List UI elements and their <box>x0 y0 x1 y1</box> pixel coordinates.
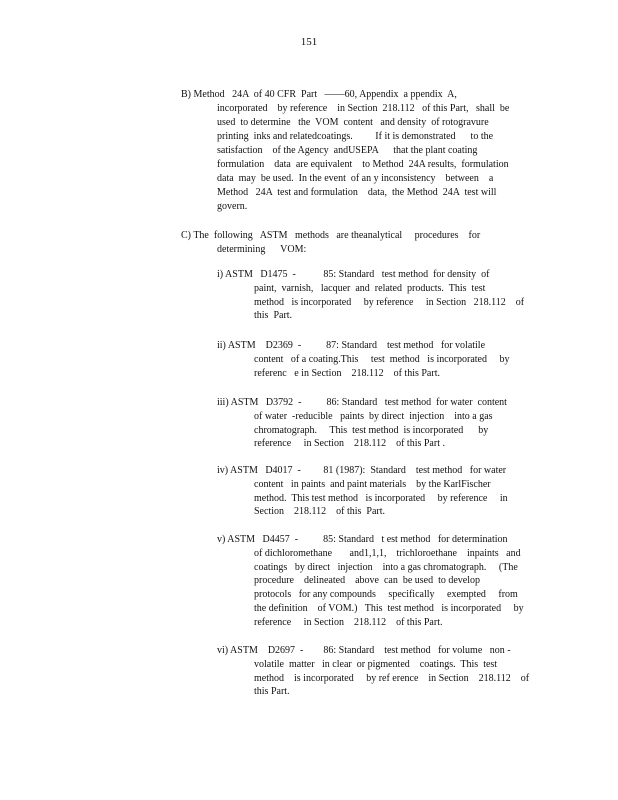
item-line: ii) ASTM D2369 - 87: Standard test method for volatile <box>217 340 486 351</box>
item-line: the definition of VOM.) This test method is incorporated by <box>254 602 524 614</box>
list-item-astm-d3792 <box>217 396 507 451</box>
list-item-astm-d4017 <box>217 464 508 519</box>
section-b-line: govern. <box>217 201 248 212</box>
page-number: 151 <box>300 36 318 48</box>
item-line: reference in Section 218.112 of this Part . <box>254 438 445 450</box>
section-b-line: B) Method 24A of 40 CFR Part ——60, Appendix a ppendix A, <box>181 89 457 100</box>
section-b-line: incorporated by reference in Section 218.112 of this Part, shall be <box>217 103 510 114</box>
item-line: iv) ASTM D4017 - 81 (1987): Standard test method for water <box>217 465 507 476</box>
item-line: content in paints and paint materials by the KarlFischer <box>254 478 491 490</box>
section-b-line: data may be used. In the event of an y inconsistency between a <box>217 173 494 184</box>
list-item-astm-d4457 <box>217 533 524 630</box>
item-line: Section 218.112 of this Part. <box>254 506 386 518</box>
item-line: volatile matter in clear or pigmented coatings. This test <box>254 658 498 670</box>
item-line: method. This test method is incorporated by reference in <box>254 492 508 504</box>
item-line: referenc e in Section 218.112 of this Part. <box>254 367 440 379</box>
section-b-line: Method 24A test and formulation data, the Method 24A test will <box>217 187 497 198</box>
item-line: this Part. <box>254 686 290 698</box>
item-line: vi) ASTM D2697 - 86: Standard test method for volume non - <box>217 645 511 656</box>
section-c-line: C) The following ASTM methods are theanalytical procedures for <box>181 230 481 241</box>
item-line: method is incorporated by reference in Section 218.112 of <box>254 296 525 308</box>
item-line: i) ASTM D1475 - 85: Standard test method for density of <box>217 269 490 280</box>
item-line: reference in Section 218.112 of this Part. <box>254 616 443 628</box>
item-line: this Part. <box>254 310 293 322</box>
list-item-astm-d2369 <box>217 339 510 380</box>
item-line: of water -reducible paints by direct injection into a gas <box>254 410 493 422</box>
section-c-line: determining VOM: <box>217 244 307 255</box>
item-line: iii) ASTM D3792 - 86: Standard test method for water content <box>217 397 507 408</box>
item-line: content of a coating.This test method is incorporated by <box>254 353 510 365</box>
item-line: v) ASTM D4457 - 85: Standard t est method for determination <box>217 534 508 545</box>
section-b-line: satisfaction of the Agency andUSEPA that the plant coating <box>217 145 478 156</box>
list-item-astm-d1475 <box>217 268 524 323</box>
item-line: of dichloromethane and1,1,1, trichloroethane inpaints and <box>254 547 521 559</box>
section-b-line: used to determine the VOM content and density of rotogravure <box>217 117 489 128</box>
item-line: chromatograph. This test method is incorporated by <box>254 424 489 436</box>
item-line: paint, varnish, lacquer and related products. This test <box>254 282 486 294</box>
section-b-line: printing inks and relatedcoatings. If it is demonstrated to the <box>217 131 494 142</box>
item-line: procedure delineated above can be used to develop <box>254 575 481 587</box>
item-line: protocols for any compounds specifically exempted from <box>254 589 518 601</box>
list-item-astm-d2697 <box>217 644 529 699</box>
section-b-line: formulation data are equivalent to Method 24A results, formulation <box>217 159 509 170</box>
item-line: method is incorporated by ref erence in Section 218.112 of <box>254 672 530 684</box>
item-line: coatings by direct injection into a gas chromatograph. (The <box>254 561 518 573</box>
